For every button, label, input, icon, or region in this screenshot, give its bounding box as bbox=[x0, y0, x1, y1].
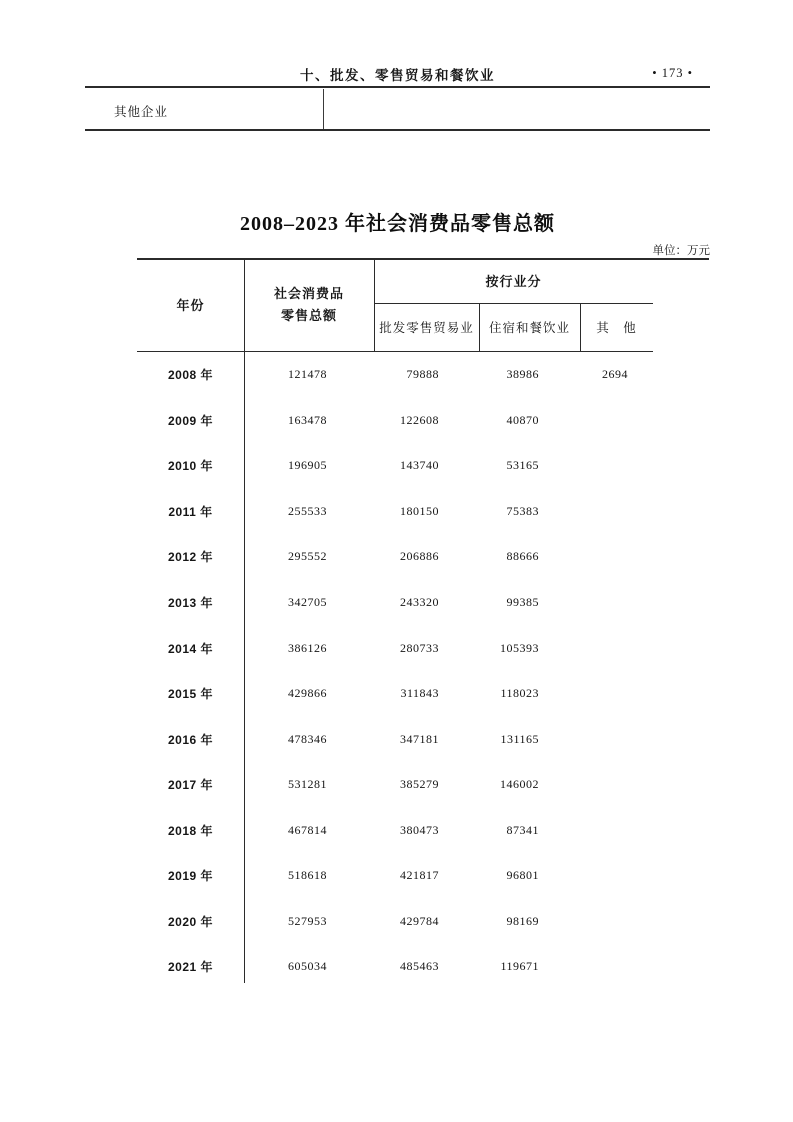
year-cell: 2009 年 bbox=[167, 413, 214, 428]
total-cell: 518618 bbox=[288, 868, 327, 883]
unit-note: 单位：万元 bbox=[652, 245, 710, 257]
hotel-catering-cell: 87341 bbox=[506, 822, 539, 837]
wholesale-retail-cell: 385279 bbox=[400, 777, 439, 792]
column-header-hotel-catering: 住宿和餐饮业 bbox=[488, 321, 570, 335]
table-row bbox=[137, 807, 653, 853]
year-cell: 2016 年 bbox=[167, 732, 214, 747]
hotel-catering-cell: 131165 bbox=[500, 731, 539, 746]
hotel-catering-cell: 75383 bbox=[506, 503, 539, 518]
column-header-total-line1: 社会消费品 bbox=[273, 285, 344, 301]
total-cell: 429866 bbox=[288, 686, 327, 701]
wholesale-retail-cell: 206886 bbox=[400, 549, 439, 564]
hotel-catering-cell: 99385 bbox=[506, 595, 539, 609]
year-cell: 2015 年 bbox=[167, 687, 214, 702]
table-row bbox=[137, 398, 653, 444]
total-cell: 527953 bbox=[288, 913, 327, 928]
year-cell: 2019 年 bbox=[167, 869, 214, 884]
table-row bbox=[137, 443, 653, 489]
table-row bbox=[137, 489, 653, 535]
year-cell: 2014 年 bbox=[167, 641, 214, 656]
table-title: 2008–2023 年社会消费品零售总额 bbox=[240, 213, 555, 235]
column-group-header-by-industry: 按行业分 bbox=[485, 274, 542, 289]
previous-table-bottom-rule bbox=[85, 129, 710, 131]
year-cell: 2021 年 bbox=[167, 960, 214, 975]
total-cell: 386126 bbox=[288, 640, 327, 655]
total-cell: 295552 bbox=[288, 549, 327, 564]
year-cell: 2011 年 bbox=[168, 504, 213, 519]
hotel-catering-cell: 146002 bbox=[500, 777, 539, 792]
table-row bbox=[137, 853, 653, 899]
table-rows bbox=[137, 352, 653, 990]
table-row bbox=[137, 899, 653, 945]
column-header-total-line2: 零售总额 bbox=[280, 307, 337, 323]
total-cell: 467814 bbox=[288, 822, 327, 837]
year-cell: 2008 年 bbox=[167, 368, 214, 383]
previous-table-row-label: 其他企业 bbox=[114, 105, 169, 119]
wholesale-retail-cell: 180150 bbox=[400, 503, 439, 518]
column-header-total bbox=[244, 258, 374, 351]
year-cell: 2018 年 bbox=[167, 823, 214, 838]
wholesale-retail-cell: 380473 bbox=[400, 822, 439, 837]
table-row bbox=[137, 534, 653, 580]
hotel-catering-cell: 96801 bbox=[506, 868, 539, 883]
chapter-title: 十、批发、零售贸易和餐饮业 bbox=[300, 68, 495, 83]
header-rule bbox=[85, 86, 710, 88]
total-cell: 255533 bbox=[288, 503, 327, 518]
hotel-catering-cell: 38986 bbox=[506, 367, 539, 382]
table-row bbox=[137, 580, 653, 626]
hotel-catering-cell: 119671 bbox=[500, 959, 539, 974]
column-header-year: 年份 bbox=[176, 298, 205, 313]
wholesale-retail-cell: 347181 bbox=[400, 731, 439, 746]
hotel-catering-cell: 118023 bbox=[500, 686, 539, 701]
wholesale-retail-cell: 122608 bbox=[400, 412, 439, 427]
hotel-catering-cell: 88666 bbox=[506, 549, 539, 564]
other-cell: 2694 bbox=[602, 367, 628, 382]
wholesale-retail-cell: 243320 bbox=[400, 595, 439, 609]
table-row bbox=[137, 625, 653, 671]
total-cell: 478346 bbox=[288, 731, 327, 746]
hotel-catering-cell: 53165 bbox=[506, 458, 539, 473]
table-row bbox=[137, 944, 653, 990]
table-row bbox=[137, 762, 653, 808]
total-cell: 531281 bbox=[288, 777, 327, 792]
column-header-wholesale-retail: 批发零售贸易业 bbox=[379, 321, 474, 335]
wholesale-retail-cell: 311843 bbox=[400, 686, 439, 701]
total-cell: 196905 bbox=[288, 458, 327, 473]
table-row bbox=[137, 716, 653, 762]
table-row bbox=[137, 352, 653, 398]
hotel-catering-cell: 105393 bbox=[500, 640, 539, 655]
total-cell: 163478 bbox=[288, 412, 327, 427]
previous-table-divider bbox=[323, 89, 324, 129]
wholesale-retail-cell: 429784 bbox=[400, 913, 439, 928]
wholesale-retail-cell: 280733 bbox=[400, 640, 439, 655]
year-cell: 2012 年 bbox=[167, 550, 214, 565]
total-cell: 605034 bbox=[288, 959, 327, 974]
year-cell: 2013 年 bbox=[167, 596, 214, 610]
page-number: • 173 • bbox=[652, 66, 693, 80]
total-cell: 121478 bbox=[288, 367, 327, 382]
wholesale-retail-cell: 485463 bbox=[400, 959, 439, 974]
column-header-other: 其 他 bbox=[596, 321, 637, 335]
year-cell: 2017 年 bbox=[167, 778, 214, 793]
total-cell: 342705 bbox=[288, 595, 327, 609]
year-cell: 2020 年 bbox=[167, 914, 214, 929]
hotel-catering-cell: 98169 bbox=[506, 913, 539, 928]
table-row bbox=[137, 671, 653, 717]
wholesale-retail-cell: 79888 bbox=[406, 367, 439, 382]
wholesale-retail-cell: 143740 bbox=[400, 458, 439, 473]
hotel-catering-cell: 40870 bbox=[506, 412, 539, 427]
year-cell: 2010 年 bbox=[167, 459, 214, 474]
wholesale-retail-cell: 421817 bbox=[400, 868, 439, 883]
